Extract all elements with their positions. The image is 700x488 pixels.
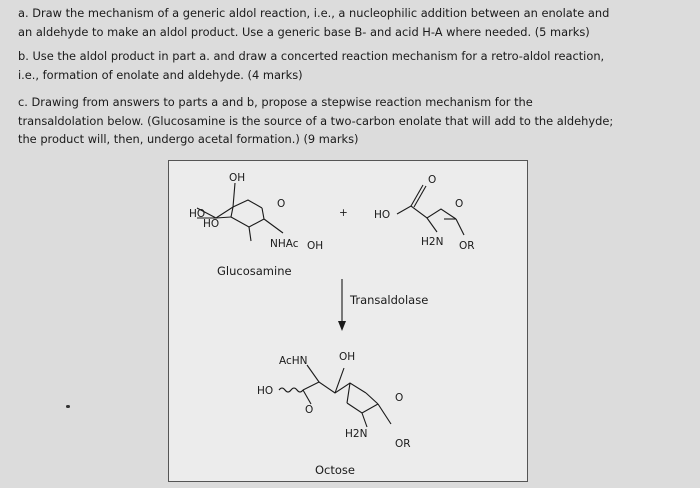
reactant2-h2n: H2N: [421, 236, 444, 248]
reaction-arrow-head: [338, 321, 346, 331]
glucosamine-ring-bottom: [231, 217, 264, 227]
octose-ring-oxygen: O: [395, 392, 404, 404]
octose-or: OR: [395, 438, 411, 450]
octose-wavy-bond: [279, 388, 303, 392]
glucosamine-name: Glucosamine: [217, 264, 292, 278]
question-a-line-2: an aldehyde to make an aldol product. Use a generic base B- and acid H-A where needed. (5 marks): [18, 24, 590, 39]
glucosamine-ring-top: [197, 200, 262, 218]
octose-ho: HO: [257, 385, 274, 397]
glucosamine-nhac: NHAc: [270, 238, 299, 250]
question-c-line-3: the product will, then, undergo acetal formation.) (9 marks): [18, 132, 359, 146]
octose-h2n: H2N: [345, 428, 368, 440]
glucosamine-anomeric-oh: OH: [307, 240, 324, 252]
question-b: [18, 47, 604, 84]
stray-mark: [66, 405, 70, 408]
reaction-scheme-box: [168, 160, 528, 482]
reactant2-ho: HO: [374, 209, 391, 221]
question-b-line-1: b. Use the aldol product in part a. and draw a concerted reaction mechanism for a retro-aldol reaction,: [18, 49, 605, 63]
reactant2-ring-oxygen: O: [455, 198, 464, 210]
question-a: [18, 4, 609, 41]
enzyme-label: Transaldolase: [350, 293, 429, 307]
question-b-line-2: i.e., formation of enolate and aldehyde. (4 marks): [18, 67, 303, 82]
octose-achn: AcHN: [279, 355, 308, 367]
octose-oh: OH: [339, 351, 356, 363]
glucosamine-ho-2: HO: [203, 218, 220, 230]
octose-chain: [303, 382, 366, 393]
octose-left-oxygen: O: [305, 404, 314, 416]
glucosamine-ho-1: HO: [189, 208, 206, 220]
question-a-line-1: a. Draw the mechanism of a generic aldol reaction, i.e., a nucleophilic addition between an enolate and: [18, 6, 610, 20]
glucosamine-oh-top: OH: [229, 172, 246, 184]
reactant2-chain: [397, 206, 456, 219]
reactant2-carbonyl-oxygen: O: [428, 174, 437, 186]
question-c-line-1: c. Drawing from answers to parts a and b, propose a stepwise reaction mechanism for the: [18, 95, 533, 109]
reaction-scheme: [169, 161, 529, 483]
octose-name: Octose: [315, 463, 355, 477]
plus-sign: +: [339, 207, 348, 219]
reactant2-or: OR: [459, 240, 475, 252]
question-c: [18, 93, 613, 149]
glucosamine-ring-oxygen: O: [277, 198, 286, 210]
octose-ring: [347, 403, 378, 413]
question-c-line-2: transaldolation below. (Glucosamine is the source of a two-carbon enolate that will add to the aldehyde;: [18, 113, 614, 128]
